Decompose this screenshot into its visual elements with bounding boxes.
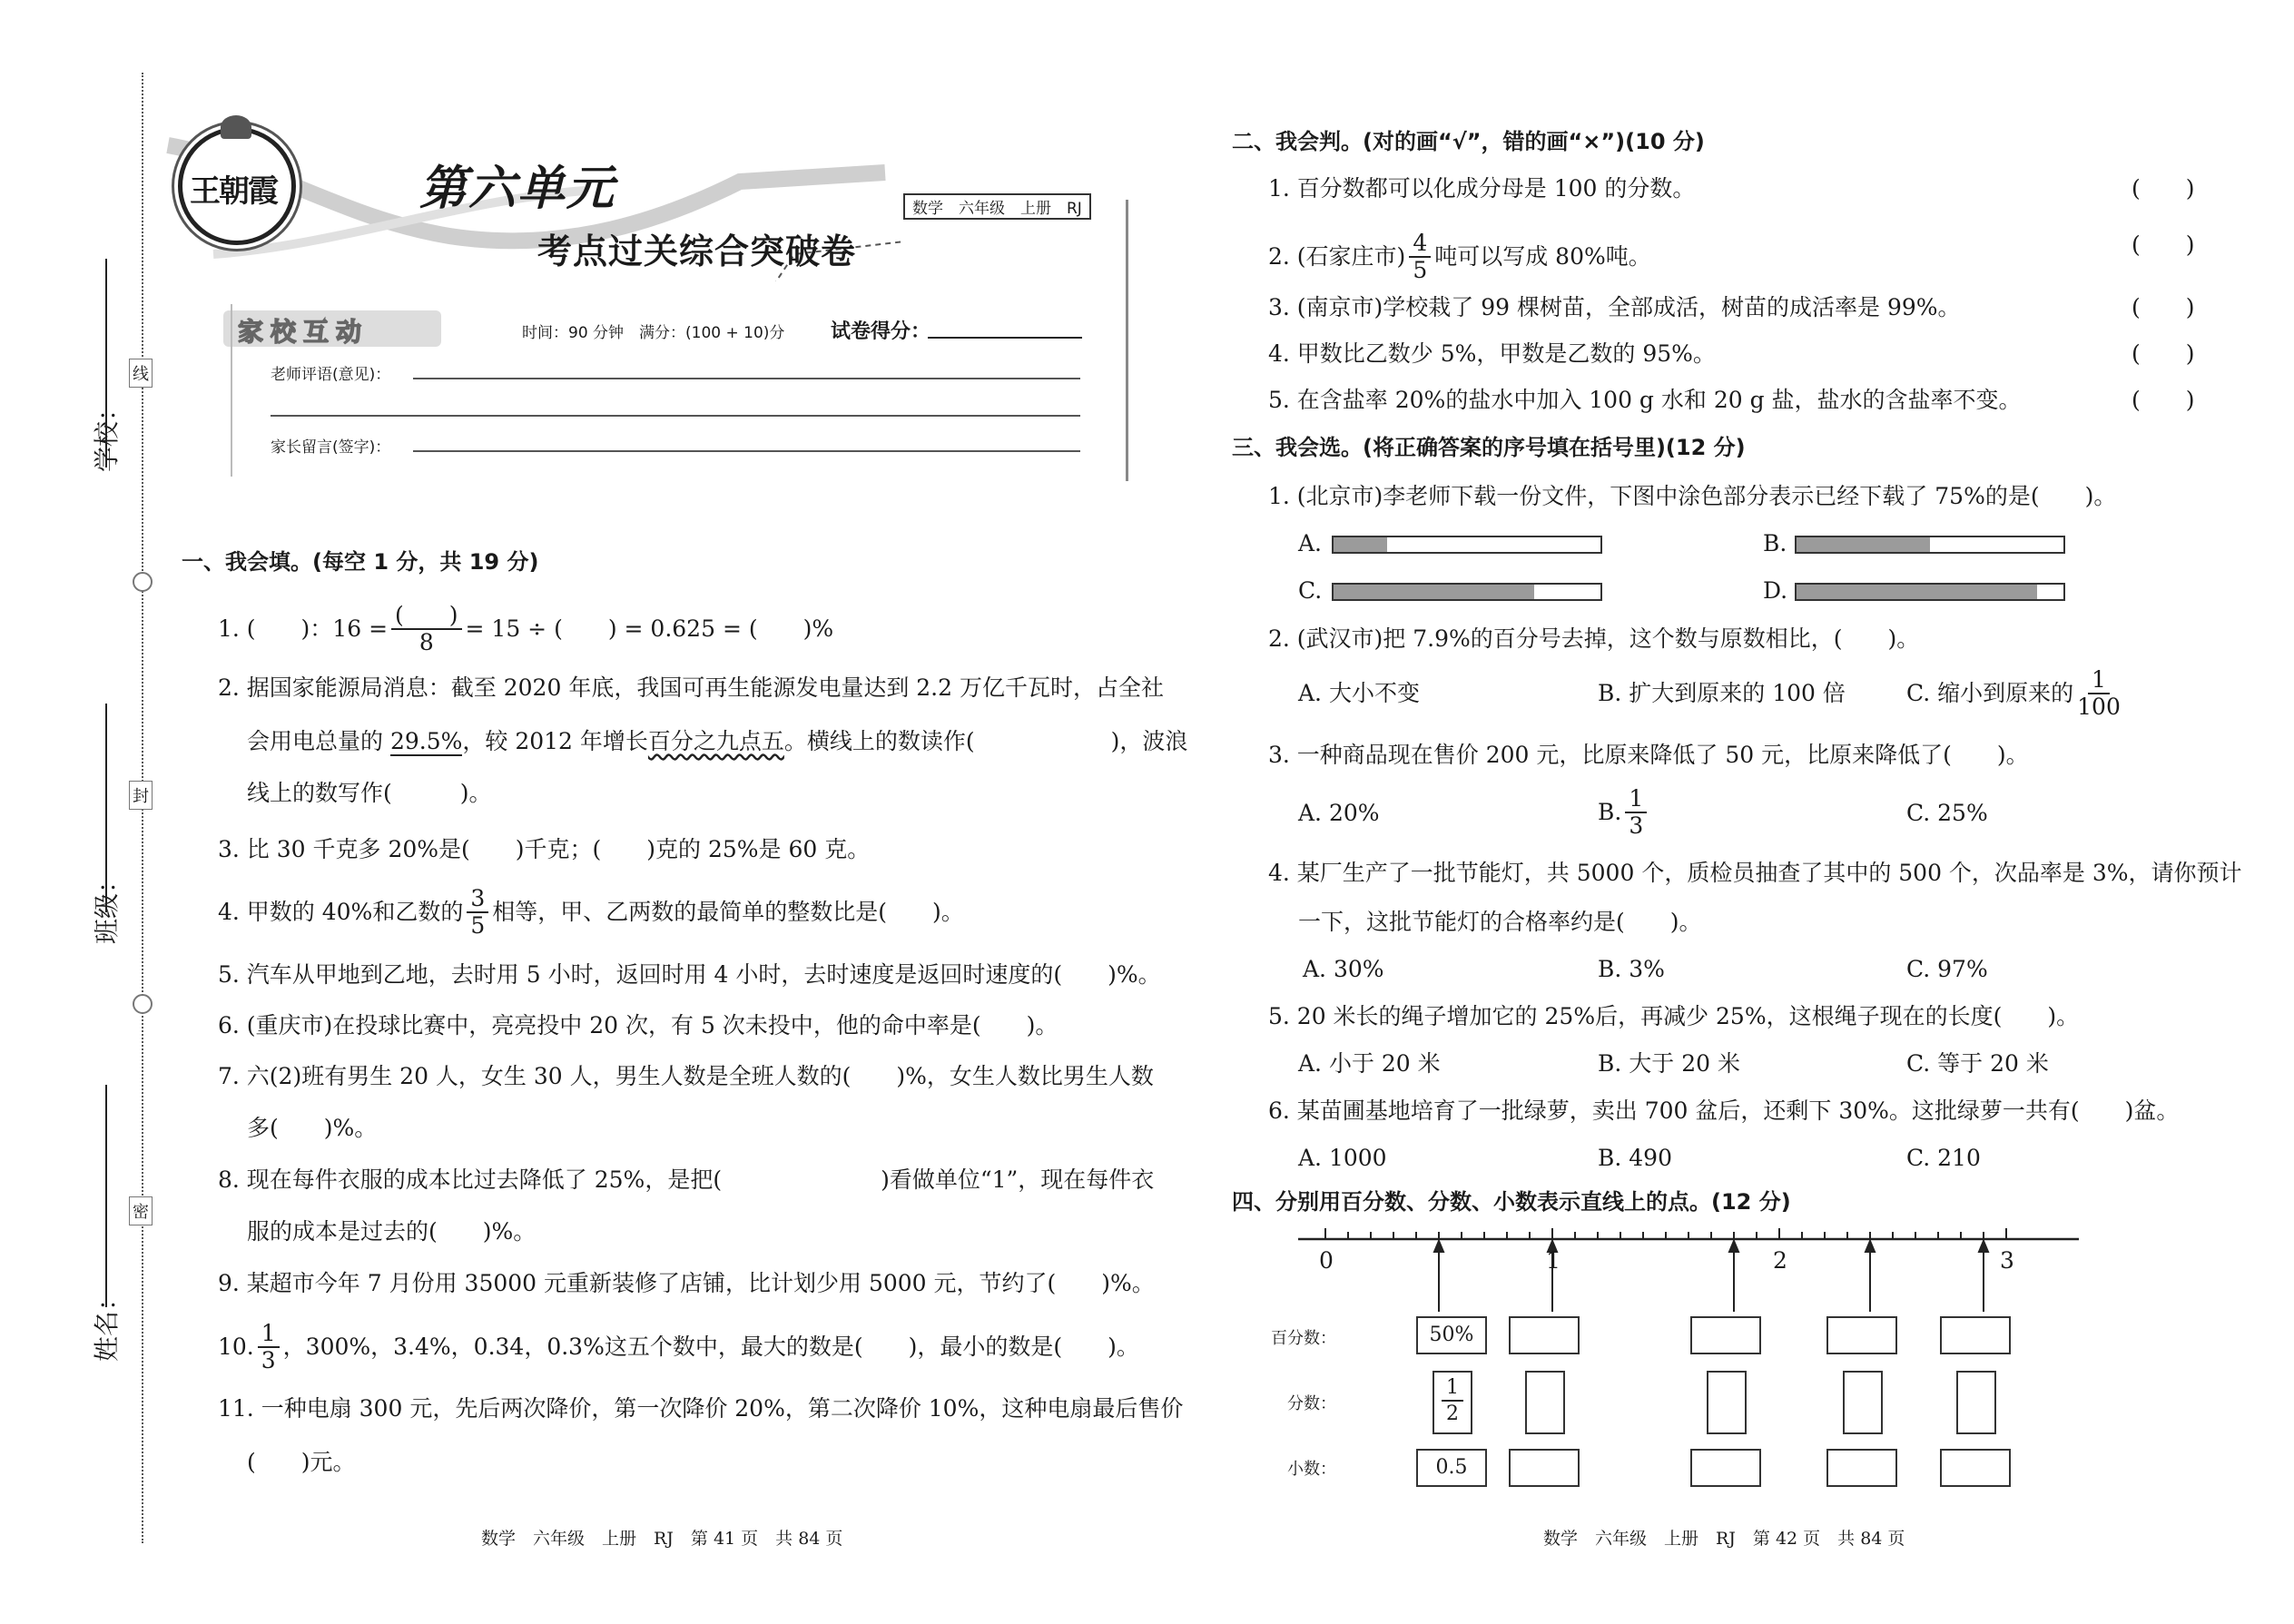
section4-title: 四、分别用百分数、分数、小数表示直线上的点。(12 分) (1232, 1189, 1791, 1215)
q7-line2: 多( )%。 (247, 1115, 378, 1141)
choice-q2: 2. (武汉市)把 7.9%的百分号去掉，这个数与原数相比，( )。 (1268, 625, 1920, 652)
choice-q4-b[interactable]: B. 3% (1598, 956, 1665, 982)
binding-school-label: 学校： (92, 395, 122, 472)
q2-line1: 2. 据国家能源局消息：截至 2020 年底，我国可再生能源发电量达到 2.2 万亿千瓦时，占全社 (218, 674, 1164, 701)
judge-frac-den: 5 (1413, 257, 1428, 283)
q4-frac-num: 3 (467, 886, 488, 913)
q2-line3: 线上的数写作( )。 (247, 780, 492, 806)
q10-frac-den: 3 (261, 1347, 276, 1373)
q2-text-a: 会用电总量的 (247, 728, 390, 754)
judge-paren-5[interactable]: ( ) (2132, 387, 2195, 413)
judge-paren-4[interactable]: ( ) (2132, 340, 2195, 367)
subject-tag: 数学 六年级 上册 RJ (903, 193, 1091, 220)
choice-q5-c[interactable]: C. 等于 20 米 (1906, 1050, 2049, 1077)
q4-frac-den: 5 (470, 912, 486, 939)
axis-label-3: 3 (2000, 1247, 2014, 1274)
frac-den: 100 (2077, 694, 2121, 720)
example-decimal-box: 0.5 (1416, 1449, 1487, 1487)
q2-wavy-text: 百分之九点五 (647, 728, 784, 754)
judge-item-2-prefix: 2. (石家庄市) (1268, 243, 1406, 270)
binding-hole-icon (133, 994, 153, 1014)
frac-num: 1 (2088, 667, 2110, 694)
q10-frac-num: 1 (258, 1321, 280, 1348)
paper-subtitle: 考点过关综合突破卷 (537, 231, 857, 271)
choice-q1-option-d-label[interactable]: D. (1763, 577, 1788, 604)
q3-fill: 3. 比 30 千克多 20%是( )千克；( )克的 25%是 60 克。 (218, 836, 871, 862)
row-label-percent: 百分数： (1271, 1329, 1336, 1348)
unit-title: 第六单元 (419, 161, 616, 216)
example-frac-num: 1 (1442, 1376, 1463, 1402)
q8-line1: 8. 现在每件衣服的成本比过去降低了 25%，是把( )看做单位“1”，现在每件衣 (218, 1166, 1155, 1193)
q2-line2 (247, 727, 1187, 756)
q1-fraction (391, 603, 462, 655)
q1-fill (218, 603, 833, 655)
section3-title: 三、我会选。(将正确答案的序号填在括号里)(12 分) (1232, 435, 1746, 460)
q10-number: 10. (218, 1334, 254, 1360)
example-fraction-box (1433, 1371, 1472, 1434)
judge-item-3: 3. (南京市)学校栽了 99 棵树苗，全部成活，树苗的成活率是 99%。 (1268, 294, 1961, 320)
judge-item-2-fraction (1409, 231, 1431, 283)
number-line (1289, 1212, 2088, 1321)
seal-seal-mark: 封 (129, 781, 153, 810)
q1-frac-den: 8 (418, 629, 434, 655)
axis-label-2: 2 (1773, 1247, 1787, 1274)
choice-q1-option-b-label[interactable]: B. (1763, 530, 1787, 556)
seal-secret-mark: 密 (129, 1196, 153, 1225)
choice-q2-c[interactable] (1906, 667, 2124, 720)
q1-frac-num[interactable]: ( ) (391, 603, 462, 630)
example-frac-den: 2 (1446, 1403, 1459, 1425)
score-label: 试卷得分： (831, 320, 931, 343)
axis-label-0: 0 (1319, 1247, 1334, 1274)
teacher-comment-line[interactable] (413, 378, 1080, 379)
q11-line2: ( )元。 (247, 1449, 356, 1475)
choice-q3-b[interactable] (1598, 786, 1650, 839)
choice-q4-a[interactable]: A. 30% (1303, 956, 1384, 982)
judge-item-4: 4. 甲数比乙数少 5%，甲数是乙数的 95%。 (1268, 340, 1716, 367)
choice-q4-c[interactable]: C. 97% (1906, 956, 1988, 982)
row-label-decimal: 小数： (1287, 1460, 1336, 1479)
teacher-comment-line2[interactable] (271, 415, 1080, 417)
judge-item-2-rest: 吨可以写成 80%吨。 (1434, 243, 1651, 270)
choice-q1-option-c-label[interactable]: C. (1298, 577, 1323, 604)
section1-title: 一、我会填。(每空 1 分，共 19 分) (182, 549, 539, 575)
frac-den: 3 (1629, 812, 1644, 839)
parent-note-label: 家长留言(签字)： (271, 438, 391, 457)
home-school-label: 家校互动 (238, 317, 369, 347)
answer-fraction-box[interactable] (1525, 1371, 1565, 1434)
choice-q3-a[interactable]: A. 20% (1298, 800, 1380, 826)
choice-q4-line1: 4. 某厂生产了一批节能灯，共 5000 个，质检员抽查了其中的 500 个，次品率是 3%，请你预计 (1268, 860, 2242, 886)
q4-part-b: 相等，甲、乙两数的最简单的整数比是( )。 (492, 899, 964, 925)
footer-right: 数学 六年级 上册 RJ 第 42 页 共 84 页 (1543, 1529, 1905, 1549)
choice-q6-a[interactable]: A. 1000 (1298, 1145, 1387, 1171)
section2-title: 二、我会判。(对的画“√”，错的画“×”)(10 分) (1232, 129, 1705, 154)
choice-q3-b-fraction (1625, 786, 1647, 839)
choice-q2-c-fraction (2077, 667, 2121, 720)
judge-frac-num: 4 (1409, 231, 1431, 258)
answer-percent-box[interactable] (1690, 1316, 1761, 1354)
binding-name-label: 姓名： (92, 1284, 122, 1362)
answer-decimal-box[interactable] (1509, 1449, 1580, 1487)
q9-fill: 9. 某超市今年 7 月份用 35000 元重新装修了店铺，比计划少用 5000 元，节约了( )%。 (218, 1270, 1155, 1296)
answer-percent-box[interactable] (1940, 1316, 2011, 1354)
judge-paren-3[interactable]: ( ) (2132, 294, 2195, 320)
header-frame-right (1126, 200, 1128, 481)
logo-crown-icon (221, 115, 251, 139)
q11-line1: 11. 一种电扇 300 元，先后两次降价，第一次降价 20%，第二次降价 10%，这种电扇最后售价 (218, 1395, 1184, 1422)
choice-q6-c[interactable]: C. 210 (1906, 1145, 1981, 1171)
binding-name-field[interactable] (105, 1085, 107, 1307)
q6-fill: 6. (重庆市)在投球比赛中，亮亮投中 20 次，有 5 次未投中，他的命中率是( )。 (218, 1012, 1058, 1038)
q5-fill: 5. 汽车从甲地到乙地，去时用 5 小时，返回时用 4 小时，去时速度是返回时速度的( )%。 (218, 961, 1161, 988)
choice-q5: 5. 20 米长的绳子增加它的 25%后，再减少 25%，这根绳子现在的长度( )。 (1268, 1003, 2080, 1029)
logo-text: 王朝霞 (190, 173, 277, 210)
footer-left: 数学 六年级 上册 RJ 第 41 页 共 84 页 (481, 1529, 843, 1549)
q1-part-a: 1. ( )：16 = (218, 615, 389, 642)
answer-fraction-box[interactable] (1707, 1371, 1747, 1434)
answer-fraction-box[interactable] (1956, 1371, 1996, 1434)
judge-paren-2[interactable]: ( ) (2132, 231, 2195, 258)
frac-num: 1 (1625, 786, 1647, 813)
parent-note-line[interactable] (413, 450, 1080, 452)
q4-part-a: 4. 甲数的 40%和乙数的 (218, 899, 464, 925)
choice-q2-c-text: C. 缩小到原来的 (1906, 680, 2074, 706)
header-frame-left (231, 304, 232, 477)
choice-q1-option-a-label[interactable]: A. (1298, 530, 1323, 556)
example-percent-box: 50% (1416, 1316, 1487, 1354)
axis-label-1: 1 (1546, 1247, 1561, 1274)
q7-line1: 7. 六(2)班有男生 20 人，女生 30 人，男生人数是全班人数的( )%，女生人数比男生人数 (218, 1063, 1154, 1089)
teacher-comment-label: 老师评语(意见)： (271, 366, 391, 384)
q8-line2: 服的成本是过去的( )%。 (247, 1218, 537, 1245)
choice-q4-line2: 一下，这批节能灯的合格率约是( )。 (1298, 909, 1702, 935)
q2-text-b: ，较 2012 年增长 (462, 728, 648, 754)
judge-item-1: 1. 百分数都可以化成分母是 100 的分数。 (1268, 175, 1696, 202)
answer-percent-box[interactable] (1826, 1316, 1897, 1354)
q1-part-b: = 15 ÷ ( ) = 0.625 = ( )% (465, 615, 834, 642)
q2-underlined-number: 29.5% (389, 728, 463, 754)
binding-school-field[interactable] (105, 259, 107, 468)
q2-text-c: 。横线上的数读作( )，波浪 (783, 728, 1188, 754)
download-bar-a (1332, 536, 1602, 554)
download-bar-d (1795, 583, 2065, 601)
answer-decimal-box[interactable] (1690, 1449, 1761, 1487)
seal-line-mark: 线 (129, 359, 153, 388)
q10-text: ，300%，3.4%，0.34，0.3%这五个数中，最大的数是( )，最小的数是( )。 (282, 1334, 1139, 1360)
choice-q5-a[interactable]: A. 小于 20 米 (1298, 1050, 1441, 1077)
choice-q2-a[interactable]: A. 大小不变 (1298, 680, 1420, 706)
choice-q5-b[interactable]: B. 大于 20 米 (1598, 1050, 1740, 1077)
q10-fraction (258, 1321, 280, 1373)
answer-decimal-box[interactable] (1940, 1449, 2011, 1487)
q4-fraction (467, 886, 488, 939)
answer-percent-box[interactable] (1509, 1316, 1580, 1354)
choice-q1: 1. (北京市)李老师下载一份文件，下图中涂色部分表示已经下载了 75%的是( )。 (1268, 483, 2117, 509)
q4-fill (218, 886, 964, 939)
binding-class-field[interactable] (105, 704, 107, 912)
download-bar-b (1795, 536, 2065, 554)
score-field[interactable] (928, 337, 1082, 339)
choice-q2-b[interactable]: B. 扩大到原来的 100 倍 (1598, 680, 1846, 706)
binding-class-label: 班级： (92, 867, 122, 944)
judge-paren-1[interactable]: ( ) (2132, 175, 2195, 202)
publisher-logo (178, 127, 296, 245)
judge-item-5: 5. 在含盐率 20%的盐水中加入 100 g 水和 20 g 盐，盐水的含盐率不变。 (1268, 387, 2022, 413)
download-bar-c (1332, 583, 1602, 601)
answer-fraction-box[interactable] (1843, 1371, 1883, 1434)
choice-q6-b[interactable]: B. 490 (1598, 1145, 1672, 1171)
answer-decimal-box[interactable] (1826, 1449, 1897, 1487)
time-info: 时间：90 分钟 满分：(100 + 10)分 (522, 324, 785, 342)
choice-q3-b-text: B. (1598, 799, 1622, 825)
choice-q3-c[interactable]: C. 25% (1906, 800, 1988, 826)
binding-hole-icon (133, 572, 153, 592)
judge-item-2 (1268, 231, 1651, 283)
row-label-fraction: 分数： (1287, 1394, 1336, 1413)
choice-q3: 3. 一种商品现在售价 200 元，比原来降低了 50 元，比原来降低了( )。 (1268, 742, 2029, 768)
choice-q6: 6. 某苗圃基地培育了一批绿萝，卖出 700 盆后，还剩下 30%。这批绿萝一共有( )盆。 (1268, 1097, 2180, 1124)
q10-fill (218, 1321, 1139, 1373)
